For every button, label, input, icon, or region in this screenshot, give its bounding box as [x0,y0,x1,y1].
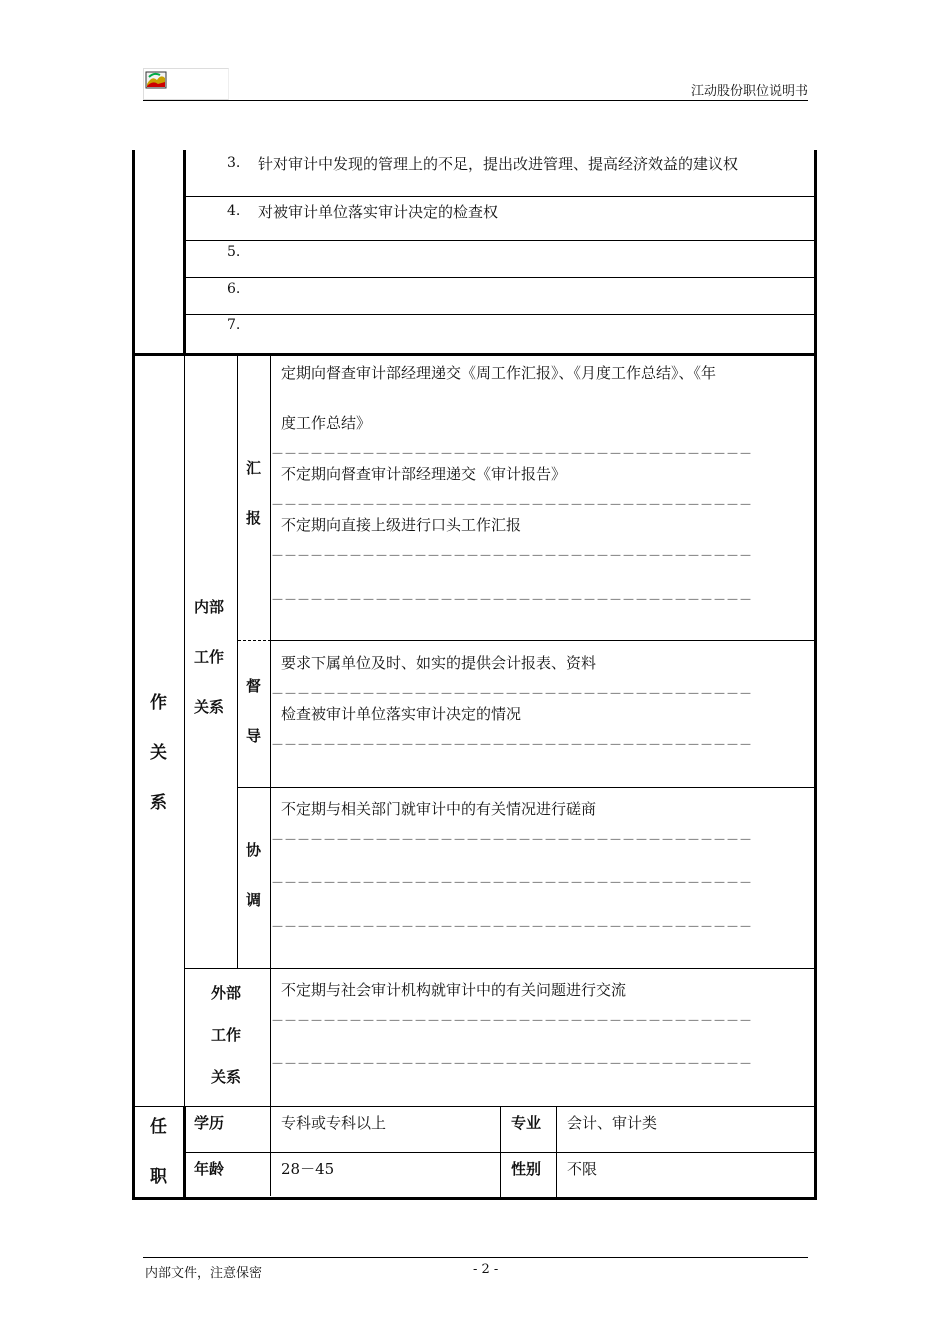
right-item-6-number: 6. [227,281,241,297]
external-label-2: 工作 [211,1026,242,1044]
external-label-1: 外部 [211,984,242,1002]
company-logo [143,68,229,100]
right-item-7-number: 7. [227,317,241,333]
section-label-char-1: 作 [150,693,167,713]
supervise-label-char-2: 导 [246,727,262,745]
page-number: - 2 - [473,1262,499,1277]
dash-separator: －－－－－－－－－－－－－－－－－－－－－－－－－－－－－－－－－－－－－ [271,687,753,702]
supervise-label-char-1: 督 [246,677,262,695]
report-line-1a: 定期向督查审计部经理递交《周工作汇报》、《月度工作总结》、《年 [281,364,717,382]
qualification-label-char-2: 职 [150,1167,167,1187]
logo-icon [144,69,170,91]
right-item-3-text: 针对审计中发现的管理上的不足，提出改进管理、提高经济效益的建议权 [258,155,739,173]
dash-separator: －－－－－－－－－－－－－－－－－－－－－－－－－－－－－－－－－－－－－ [271,447,753,462]
right-item-5-number: 5. [227,244,241,260]
report-label-char-2: 报 [246,509,262,527]
coordinate-label-char-2: 调 [246,891,262,909]
major-value: 会计、审计类 [567,1114,658,1132]
right-item-4-number: 4. [227,203,241,219]
dash-separator: －－－－－－－－－－－－－－－－－－－－－－－－－－－－－－－－－－－－－ [271,833,753,848]
dash-separator: －－－－－－－－－－－－－－－－－－－－－－－－－－－－－－－－－－－－－ [271,593,753,608]
dash-separator: －－－－－－－－－－－－－－－－－－－－－－－－－－－－－－－－－－－－－ [271,876,753,891]
document-title: 江动股份职位说明书 [690,84,808,99]
external-label-3: 关系 [211,1068,242,1086]
dash-separator: －－－－－－－－－－－－－－－－－－－－－－－－－－－－－－－－－－－－－ [271,498,753,513]
report-line-1b: 度工作总结》 [281,414,372,432]
external-line-1: 不定期与社会审计机构就审计中的有关问题进行交流 [281,981,627,999]
report-label-char-1: 汇 [246,459,262,477]
internal-label-3: 关系 [194,698,225,716]
supervise-line-1: 要求下属单位及时、如实的提供会计报表、资料 [281,654,597,672]
dash-separator: －－－－－－－－－－－－－－－－－－－－－－－－－－－－－－－－－－－－－ [271,549,753,564]
dash-separator: －－－－－－－－－－－－－－－－－－－－－－－－－－－－－－－－－－－－－ [271,1014,753,1029]
footer-rule [143,1257,808,1258]
education-value: 专科或专科以上 [281,1114,387,1132]
report-line-2: 不定期向督查审计部经理递交《审计报告》 [281,465,567,483]
dash-separator: －－－－－－－－－－－－－－－－－－－－－－－－－－－－－－－－－－－－－ [271,920,753,935]
supervise-line-2: 检查被审计单位落实审计决定的情况 [281,705,522,723]
education-label: 学历 [194,1114,225,1132]
coordinate-label-char-1: 协 [246,841,262,859]
major-label: 专业 [511,1114,542,1132]
confidential-note: 内部文件，注意保密 [145,1266,263,1281]
age-label: 年龄 [194,1160,225,1178]
section-label-char-2: 关 [150,743,167,763]
age-value: 28－45 [281,1160,335,1178]
right-item-3-number: 3. [227,155,241,171]
report-line-3: 不定期向直接上级进行口头工作汇报 [281,516,522,534]
right-item-4-text: 对被审计单位落实审计决定的检查权 [258,203,499,221]
qualification-label-char-1: 任 [150,1117,167,1137]
gender-value: 不限 [567,1160,598,1178]
dash-separator: －－－－－－－－－－－－－－－－－－－－－－－－－－－－－－－－－－－－－ [271,738,753,753]
internal-label-1: 内部 [194,598,225,616]
internal-label-2: 工作 [194,648,225,666]
coordinate-line-1: 不定期与相关部门就审计中的有关情况进行磋商 [281,800,597,818]
gender-label: 性别 [511,1160,542,1178]
dash-separator: －－－－－－－－－－－－－－－－－－－－－－－－－－－－－－－－－－－－－ [271,1057,753,1072]
section-label-char-3: 系 [150,793,167,813]
header-rule [143,100,808,101]
